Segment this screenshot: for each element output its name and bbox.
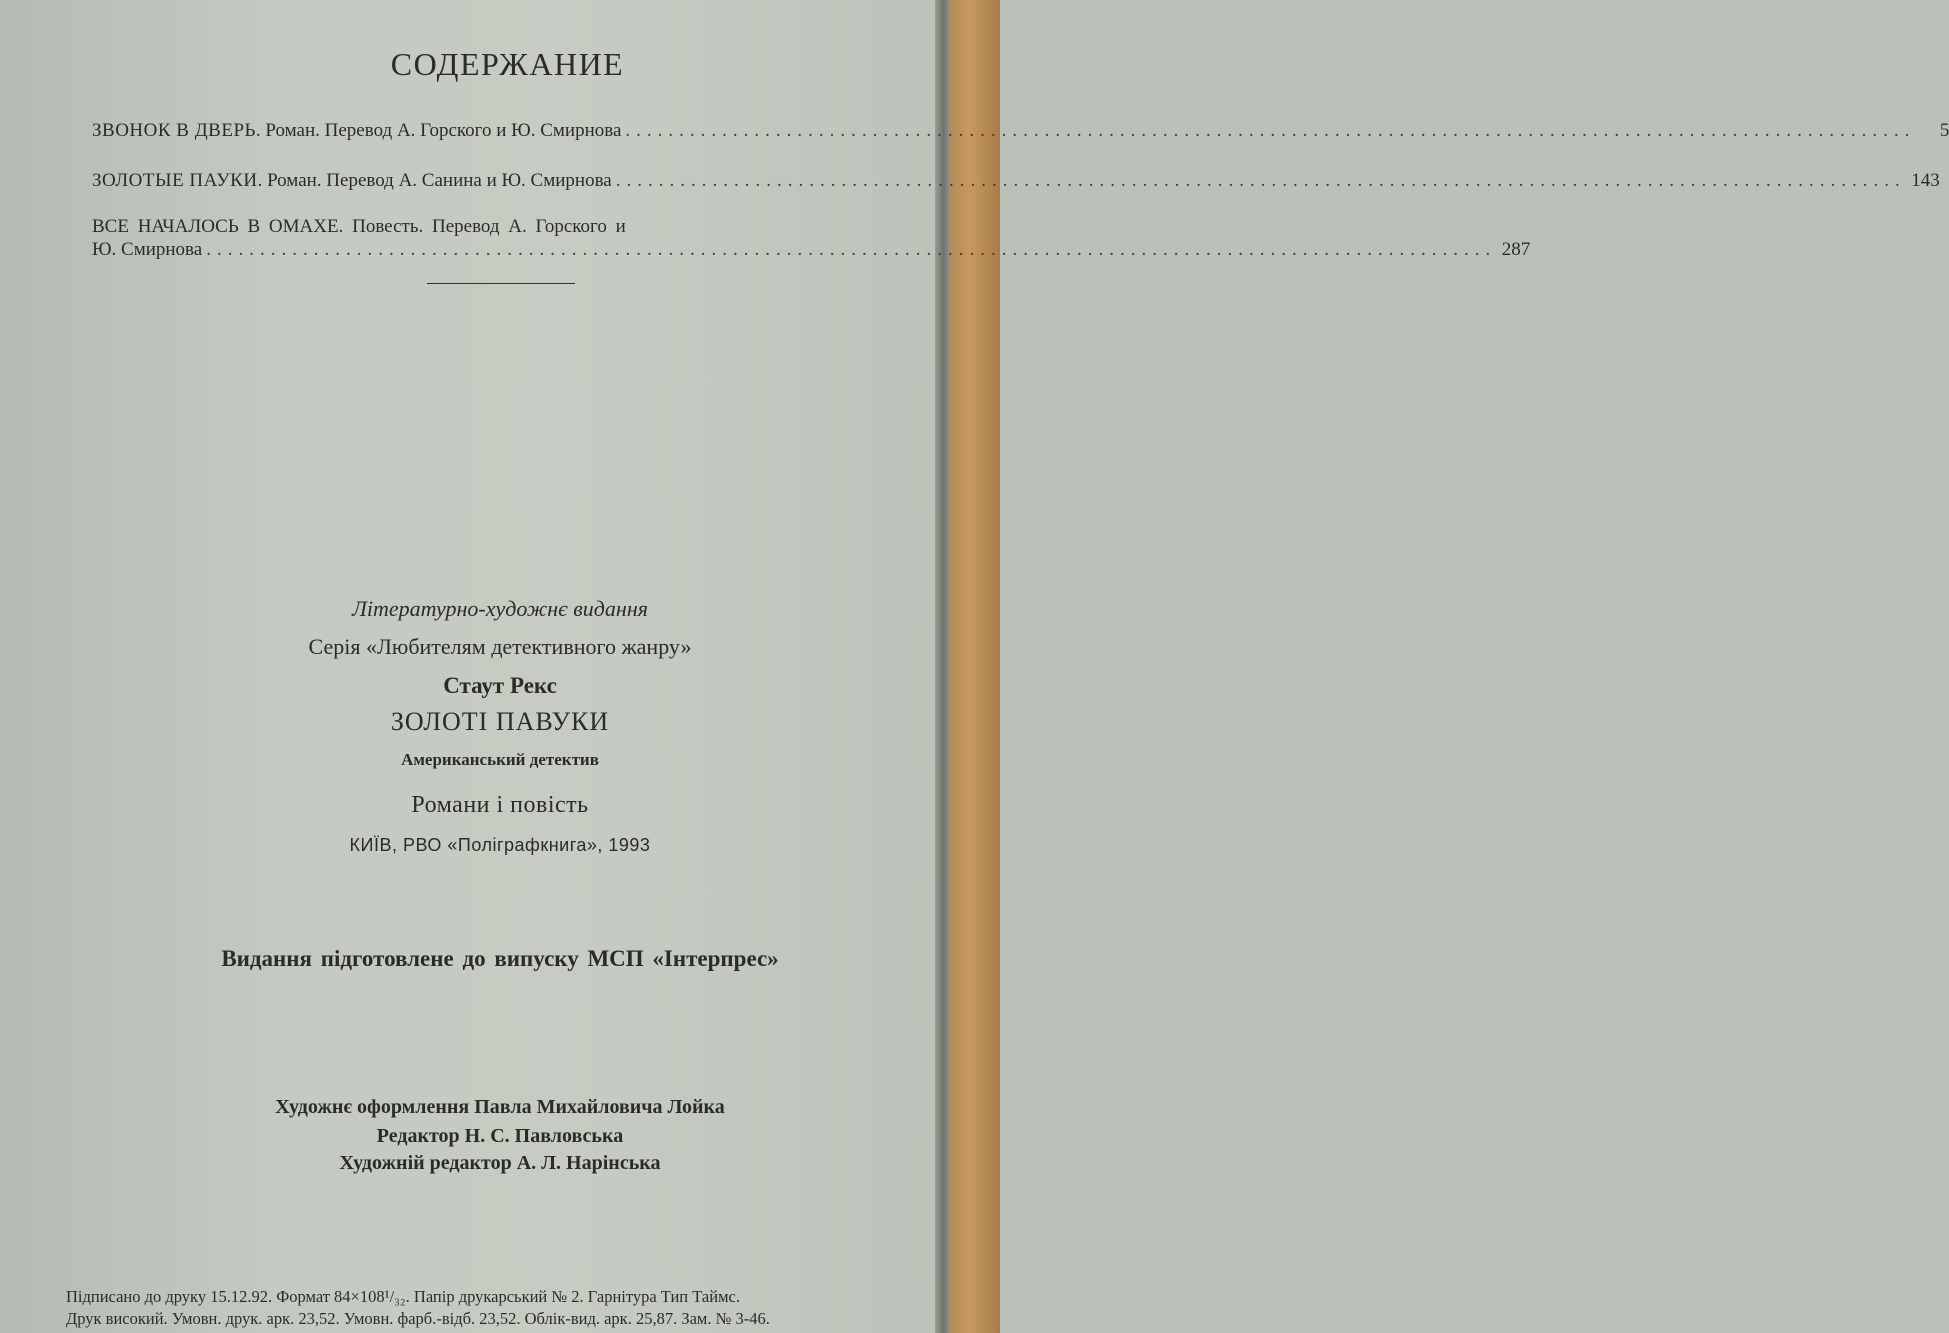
toc-entry-title: ЗОЛОТЫЕ ПАУКИ	[92, 170, 258, 191]
toc-entry-details: . Роман. Перевод А. Санина и Ю. Смирнова	[257, 170, 612, 191]
author-name: Стаут Рекс	[443, 673, 557, 698]
toc-entry-first-line	[92, 216, 914, 238]
credit-design: Художнє оформлення Павла Михайловича Лойка	[275, 1096, 725, 1118]
toc-heading: СОДЕРЖАНИЕ	[390, 46, 625, 82]
book-title: ЗОЛОТІ ПАВУКИ	[390, 707, 610, 736]
series-name: Серія «Любителям детективного жанру»	[308, 634, 692, 659]
toc-entry	[92, 216, 1531, 261]
divider-rule	[427, 283, 575, 284]
toc-entry	[92, 170, 1940, 192]
toc-entry-second-line	[92, 239, 1531, 261]
imprint-line: Друк високий. Умовн. друк. арк. 23,52. Умовн. фарб.-відб. 23,52. Облік-вид. арк. 25,87. Зам. № 3-46.	[66, 1309, 770, 1328]
dot-leader: ........................................................................................................................	[206, 239, 1497, 260]
toc-entry-page: 143	[1911, 170, 1940, 191]
toc-entry-details: Ю. Смирнова	[92, 239, 203, 260]
credit-editor: Редактор Н. С. Павловська	[376, 1125, 624, 1147]
publication-type: Літературно-художнє видання	[352, 596, 648, 621]
toc-entry-page: 5	[1939, 120, 1949, 141]
dot-leader: ........................................................................................................................	[615, 170, 1906, 191]
prepared-by-note: Видання підготовлене до випуску МСП «Інтерпрес»	[221, 946, 779, 971]
dot-leader: ........................................................................................................................	[625, 120, 1916, 141]
toc-entry-title: ЗВОНОК В ДВЕРЬ	[92, 120, 256, 141]
toc-entry-details: . Роман. Перевод А. Горского и Ю. Смирнова	[255, 120, 622, 141]
toc-entry	[92, 120, 1949, 142]
toc-entry-title: ВСЕ НАЧАЛОСЬ В ОМАХЕ. Повесть. Перевод А. Горского и	[92, 216, 626, 237]
publisher-line: КИЇВ, РВО «Поліграфкнига», 1993	[349, 835, 651, 855]
book-genre: Романи і повість	[411, 792, 589, 818]
imprint-line: Підписано до друку 15.12.92. Формат 84×108¹/₃₂. Папір друкарський № 2. Гарнітура Тип Таймс.	[66, 1287, 740, 1306]
book-subtitle: Американський детектив	[401, 750, 599, 769]
credit-art-editor: Художній редактор А. Л. Нарінська	[339, 1152, 661, 1174]
toc-entry-page: 287	[1501, 239, 1531, 260]
